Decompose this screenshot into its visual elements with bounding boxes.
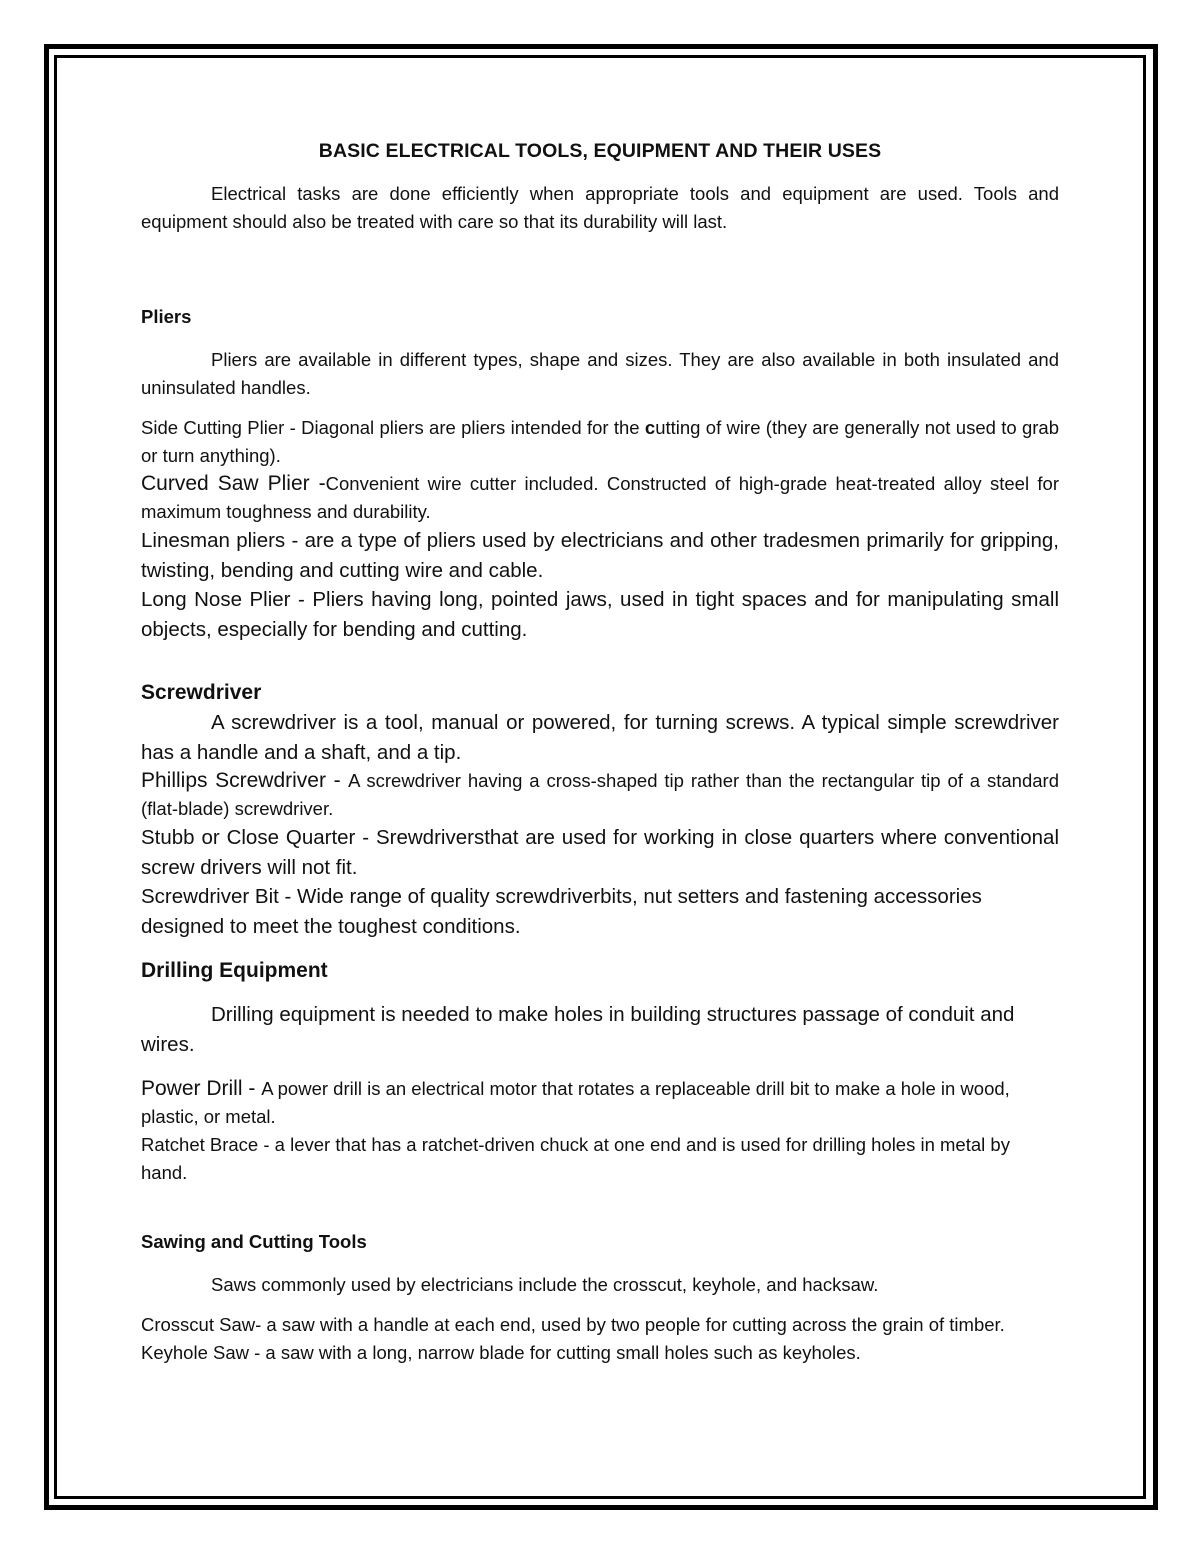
screwdriver-intro: A screwdriver is a tool, manual or powered, for turning screws. A typical simple screwdriver has a handle and a shaft, and a tip. bbox=[141, 711, 1059, 764]
side-cutting-plier-desc-bold: c bbox=[644, 417, 656, 438]
pliers-heading: Pliers bbox=[141, 306, 192, 327]
screwdriver-bit-item: Screwdriver Bit - Wide range of quality screwdriverbits, nut setters and fastening accessories designed to meet the toughest conditions. bbox=[141, 885, 982, 938]
phillips-screwdriver-term: Phillips Screwdriver - bbox=[141, 769, 349, 792]
linesman-pliers-item: Linesman pliers - are a type of pliers used by electricians and other tradesmen primarily for gripping, twisting, bending and cutting wire and cable. bbox=[141, 529, 1059, 582]
pliers-intro: Pliers are available in different types, shape and sizes. They are also available in both insulated and uninsulated handles. bbox=[141, 349, 1059, 398]
drilling-heading: Drilling Equipment bbox=[141, 959, 328, 982]
sawing-heading: Sawing and Cutting Tools bbox=[141, 1231, 367, 1252]
power-drill-desc: A power drill is an electrical motor that rotates a replaceable drill bit to make a hole in wood, plastic, or metal. bbox=[141, 1078, 1010, 1127]
ratchet-brace-item: Ratchet Brace - a lever that has a ratchet-driven chuck at one end and is used for drilling holes in metal by hand. bbox=[141, 1134, 1010, 1183]
long-nose-plier-item: Long Nose Plier - Pliers having long, pointed jaws, used in tight spaces and for manipulating small objects, especially for bending and cutting. bbox=[141, 588, 1059, 641]
power-drill-item bbox=[141, 1075, 1059, 1131]
crosscut-saw-item: Crosscut Saw- a saw with a handle at each end, used by two people for cutting across the grain of timber. bbox=[141, 1314, 1005, 1335]
keyhole-saw-item: Keyhole Saw - a saw with a long, narrow blade for cutting small holes such as keyholes. bbox=[141, 1342, 861, 1363]
side-cutting-plier-desc-a: Diagonal pliers are pliers intended for the bbox=[301, 417, 645, 438]
power-drill-term: Power Drill - bbox=[141, 1077, 262, 1100]
sawing-intro: Saws commonly used by electricians include the crosscut, keyhole, and hacksaw. bbox=[211, 1274, 879, 1295]
screwdriver-heading: Screwdriver bbox=[141, 681, 262, 704]
side-cutting-plier-desc-b: utting of wire (they are generally not used to grab or turn anything). bbox=[141, 417, 1060, 466]
side-cutting-plier-item bbox=[141, 414, 1059, 470]
phillips-screwdriver-desc: A screwdriver having a cross-shaped tip rather than the rectangular tip of a standard (flat-blade) screwdriver. bbox=[141, 770, 1059, 819]
document-title: BASIC ELECTRICAL TOOLS, EQUIPMENT AND THEIR USES bbox=[318, 140, 882, 162]
curved-saw-plier-item bbox=[141, 470, 1059, 526]
drilling-intro: Drilling equipment is needed to make holes in building structures passage of conduit and wires. bbox=[141, 1003, 1015, 1056]
phillips-screwdriver-item bbox=[141, 767, 1059, 823]
side-cutting-plier-term: Side Cutting Plier - bbox=[141, 417, 302, 438]
stubb-screwdriver-item: Stubb or Close Quarter - Srewdriversthat are used for working in close quarters where conventional screw drivers will not fit. bbox=[141, 826, 1059, 879]
document-body bbox=[141, 140, 1059, 1367]
curved-saw-plier-term: Curved Saw Plier - bbox=[141, 472, 326, 495]
curved-saw-plier-desc: Convenient wire cutter included. Constructed of high-grade heat-treated alloy steel for maximum toughness and durability. bbox=[141, 473, 1059, 522]
intro-paragraph: Electrical tasks are done efficiently when appropriate tools and equipment are used. Tools and equipment should also be treated with care so that its durability will last. bbox=[141, 183, 1059, 232]
